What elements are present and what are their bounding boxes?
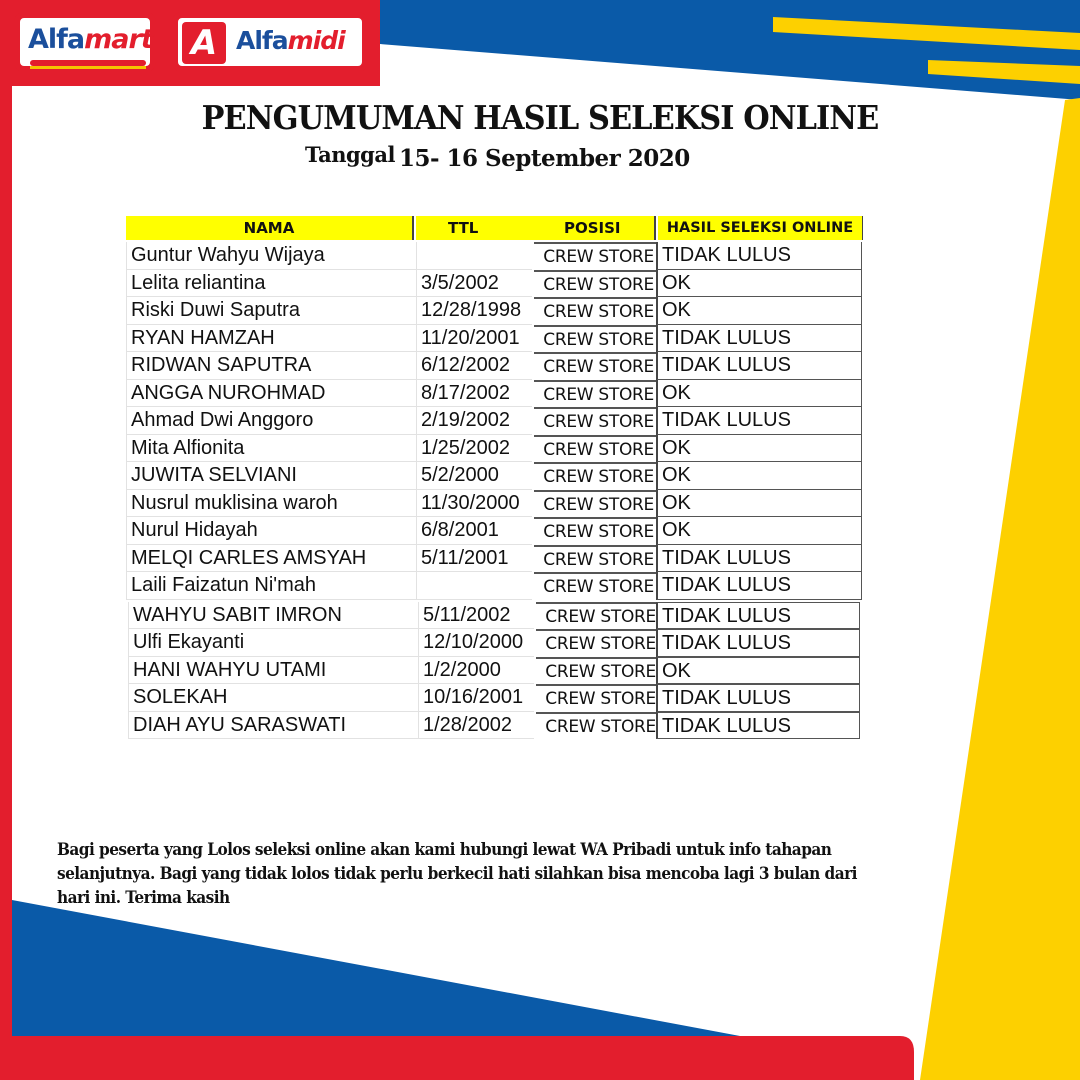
alfamart-logo xyxy=(14,12,156,72)
footer-note xyxy=(57,838,894,910)
cell-nama: Guntur Wahyu Wijaya xyxy=(126,242,416,270)
cell-ttl: 5/2/2000 xyxy=(416,462,532,490)
cell-nama: Ulfi Ekayanti xyxy=(128,629,418,657)
cell-posisi: CREW STORE xyxy=(534,517,656,545)
footer-note-line-3: hari ini. Terima kasih xyxy=(57,888,230,907)
cell-hasil: TIDAK LULUS xyxy=(656,572,862,600)
table-row xyxy=(128,629,868,657)
alfamart-underline-yellow xyxy=(30,66,146,69)
cell-nama: Nurul Hidayah xyxy=(126,517,416,545)
cell-hasil: TIDAK LULUS xyxy=(656,352,862,380)
table-row xyxy=(126,407,866,435)
table-row xyxy=(126,517,866,545)
cell-posisi: CREW STORE xyxy=(536,629,658,657)
cell-posisi: CREW STORE xyxy=(534,462,656,490)
table-row xyxy=(128,602,868,630)
column-header-posisi: POSISI xyxy=(564,219,621,237)
alfamart-logo-part1: Alfa xyxy=(28,24,85,55)
column-header-hasil: HASIL SELEKSI ONLINE xyxy=(658,216,863,240)
announcement-date xyxy=(305,142,690,172)
table-row xyxy=(126,490,866,518)
cell-ttl: 8/17/2002 xyxy=(416,380,532,408)
cell-nama: DIAH AYU SARASWATI xyxy=(128,712,418,740)
cell-ttl xyxy=(416,242,532,270)
page-title: PENGUMUMAN HASIL SELEKSI ONLINE xyxy=(201,98,879,137)
cell-ttl: 1/28/2002 xyxy=(418,712,534,740)
cell-hasil: OK xyxy=(656,435,862,463)
cell-nama: RYAN HAMZAH xyxy=(126,325,416,353)
cell-ttl: 3/5/2002 xyxy=(416,270,532,298)
table-row xyxy=(126,572,866,600)
table-row xyxy=(128,657,868,685)
cell-hasil: TIDAK LULUS xyxy=(656,242,862,270)
cell-posisi: CREW STORE xyxy=(536,602,658,630)
alfamidi-a-icon: A xyxy=(182,22,226,64)
table-row xyxy=(128,684,868,712)
cell-nama: SOLEKAH xyxy=(128,684,418,712)
cell-hasil: OK xyxy=(656,297,862,325)
cell-hasil: OK xyxy=(656,517,862,545)
cell-nama: JUWITA SELVIANI xyxy=(126,462,416,490)
cell-ttl: 10/16/2001 xyxy=(418,684,534,712)
cell-hasil: TIDAK LULUS xyxy=(656,712,860,740)
cell-nama: Ahmad Dwi Anggoro xyxy=(126,407,416,435)
cell-nama: Riski Duwi Saputra xyxy=(126,297,416,325)
cell-nama: Laili Faizatun Ni'mah xyxy=(126,572,416,600)
cell-ttl: 12/28/1998 xyxy=(416,297,532,325)
column-header-ttl-posisi xyxy=(416,216,656,240)
table-row xyxy=(126,545,866,573)
cell-posisi: CREW STORE xyxy=(536,712,658,740)
cell-ttl: 1/2/2000 xyxy=(418,657,534,685)
cell-ttl xyxy=(416,572,532,600)
cell-hasil: TIDAK LULUS xyxy=(656,407,862,435)
cell-posisi: CREW STORE xyxy=(534,297,656,325)
cell-nama: ANGGA NUROHMAD xyxy=(126,380,416,408)
table-row xyxy=(126,380,866,408)
cell-ttl: 11/30/2000 xyxy=(416,490,532,518)
cell-posisi: CREW STORE xyxy=(536,657,658,685)
cell-ttl: 6/8/2001 xyxy=(416,517,532,545)
column-header-ttl: TTL xyxy=(448,219,479,237)
table-row xyxy=(126,325,866,353)
table-row xyxy=(126,297,866,325)
alfamart-logo-part2: mart xyxy=(84,24,153,55)
cell-nama: Lelita reliantina xyxy=(126,270,416,298)
date-label: Tanggal xyxy=(305,142,395,167)
cell-posisi: CREW STORE xyxy=(534,325,656,353)
cell-hasil: OK xyxy=(656,380,862,408)
cell-hasil: TIDAK LULUS xyxy=(656,684,860,712)
cell-ttl: 5/11/2002 xyxy=(418,602,534,630)
cell-ttl: 12/10/2000 xyxy=(418,629,534,657)
cell-posisi: CREW STORE xyxy=(534,435,656,463)
alfamidi-logo xyxy=(172,12,368,72)
cell-posisi: CREW STORE xyxy=(534,352,656,380)
cell-nama: Mita Alfionita xyxy=(126,435,416,463)
table-row xyxy=(128,712,868,740)
cell-nama: MELQI CARLES AMSYAH xyxy=(126,545,416,573)
table-row xyxy=(126,242,866,270)
cell-posisi: CREW STORE xyxy=(534,545,656,573)
cell-posisi: CREW STORE xyxy=(534,490,656,518)
cell-hasil: OK xyxy=(656,657,860,685)
alfamidi-logo-part2: midi xyxy=(287,26,345,55)
footer-note-line-1: Bagi peserta yang Lolos seleksi online akan kami hubungi lewat WA Pribadi untuk info tahapan xyxy=(57,840,832,859)
table-row xyxy=(126,270,866,298)
date-value: 15- 16 September 2020 xyxy=(398,145,690,172)
cell-ttl: 2/19/2002 xyxy=(416,407,532,435)
cell-hasil: TIDAK LULUS xyxy=(656,325,862,353)
cell-posisi: CREW STORE xyxy=(534,572,656,600)
alfamidi-logo-part1: Alfa xyxy=(236,26,288,55)
cell-hasil: TIDAK LULUS xyxy=(656,602,860,630)
table-row xyxy=(126,352,866,380)
cell-nama: HANI WAHYU UTAMI xyxy=(128,657,418,685)
table-row xyxy=(126,435,866,463)
cell-posisi: CREW STORE xyxy=(534,407,656,435)
footer-note-line-2: selanjutnya. Bagi yang tidak lolos tidak perlu berkecil hati silahkan bisa mencoba lagi 3 bulan dari xyxy=(57,864,857,883)
cell-hasil: TIDAK LULUS xyxy=(656,629,860,657)
cell-hasil: TIDAK LULUS xyxy=(656,545,862,573)
cell-ttl: 6/12/2002 xyxy=(416,352,532,380)
cell-hasil: OK xyxy=(656,490,862,518)
cell-posisi: CREW STORE xyxy=(534,242,656,270)
cell-ttl: 5/11/2001 xyxy=(416,545,532,573)
cell-posisi: CREW STORE xyxy=(534,380,656,408)
cell-nama: RIDWAN SAPUTRA xyxy=(126,352,416,380)
cell-nama: Nusrul muklisina waroh xyxy=(126,490,416,518)
cell-hasil: OK xyxy=(656,270,862,298)
cell-posisi: CREW STORE xyxy=(536,684,658,712)
cell-nama: WAHYU SABIT IMRON xyxy=(128,602,418,630)
table-row xyxy=(126,462,866,490)
cell-ttl: 11/20/2001 xyxy=(416,325,532,353)
cell-hasil: OK xyxy=(656,462,862,490)
cell-posisi: CREW STORE xyxy=(534,270,656,298)
cell-ttl: 1/25/2002 xyxy=(416,435,532,463)
column-header-nama: NAMA xyxy=(126,216,414,240)
